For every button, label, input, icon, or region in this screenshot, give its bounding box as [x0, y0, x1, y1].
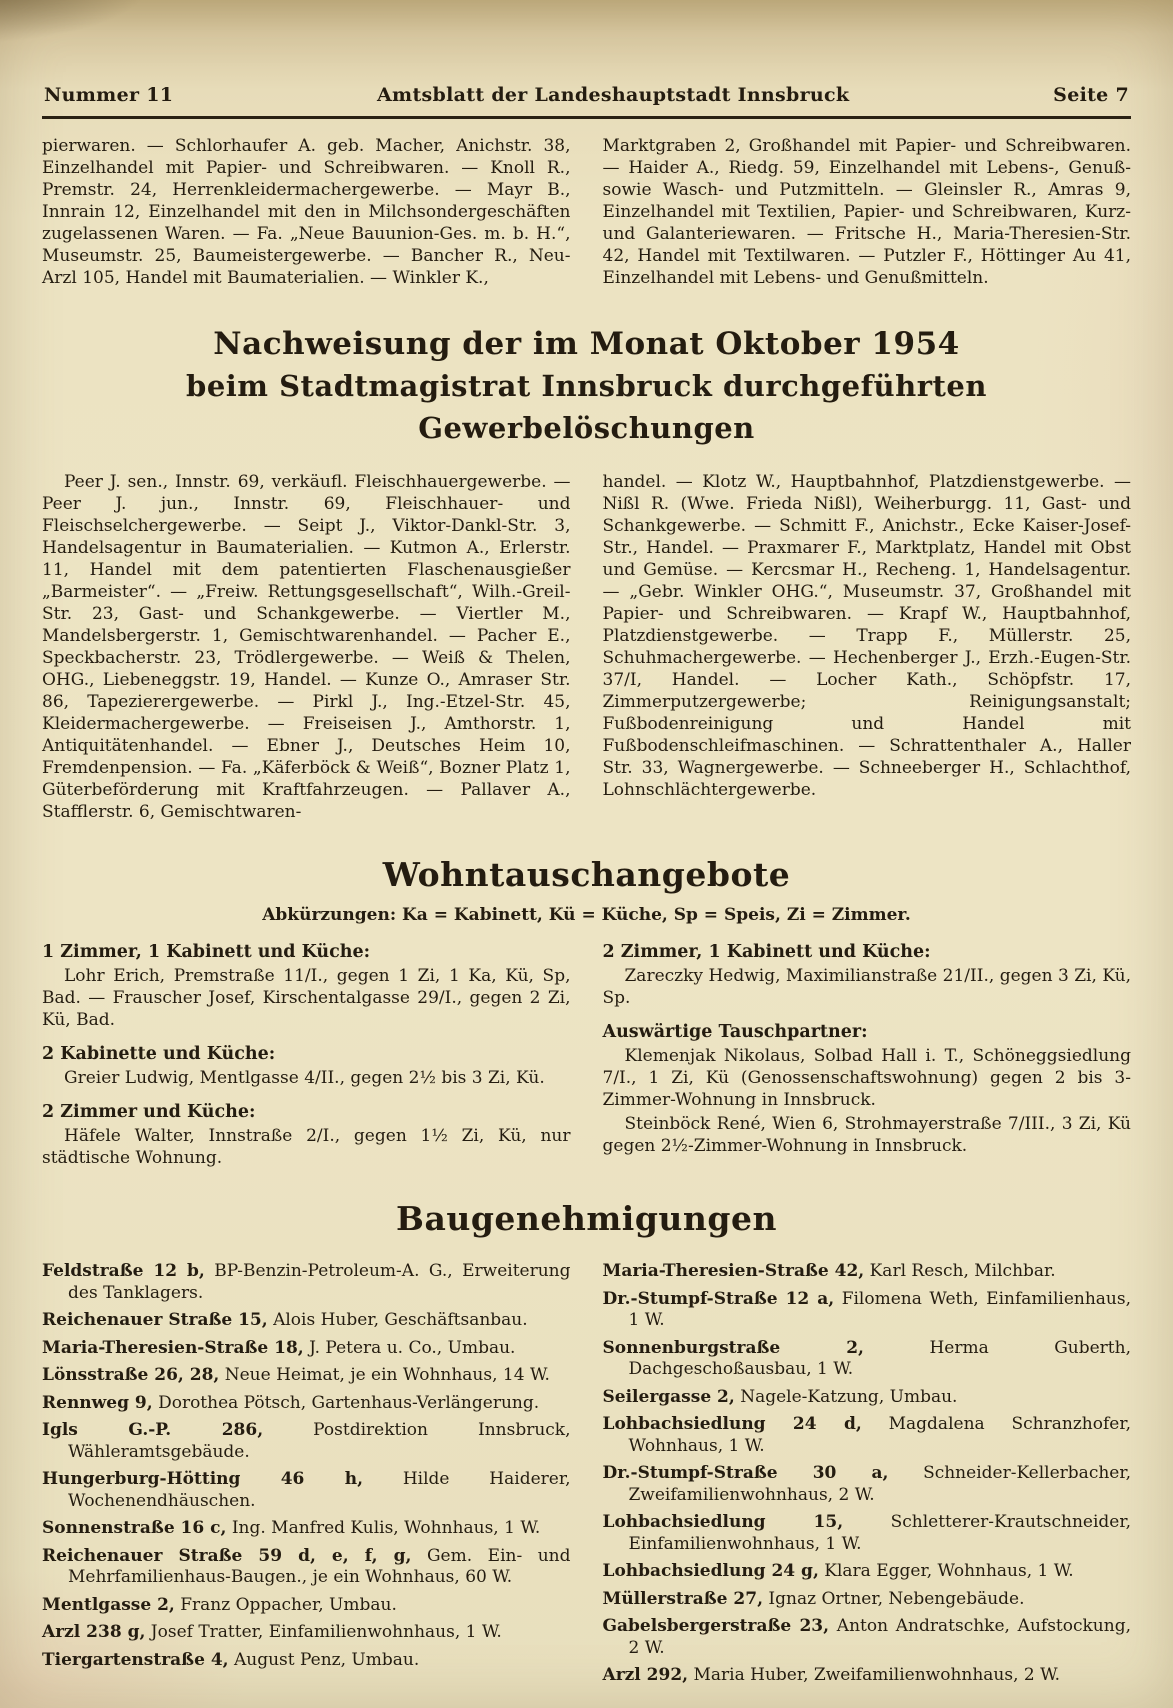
bauge-section: [42, 1261, 1131, 1693]
bauge-entry: Seilergasse 2, Nagele-Katzung, Umbau.: [602, 1386, 958, 1407]
bauge-entry: Igls G.-P. 286, Postdirektion Innsbruck, Wähleramtsgebäude.: [42, 1420, 571, 1462]
intro-section: [42, 135, 1131, 289]
bauge-entry: Feldstraße 12 b, BP-Benzin-Petroleum-A. G., Erweiterung des Tanklagers.: [42, 1261, 571, 1303]
masthead-title: Amtsblatt der Landeshauptstadt Innsbruck: [377, 84, 850, 106]
wohntausch-right-column: [603, 942, 1132, 1171]
wohntausch-offer: Lohr Erich, Premstraße 11/I., gegen 1 Zi, 1 Ka, Kü, Sp, Bad. — Frauscher Josef, Kirschentalgasse 29/I., gegen 2 Zi, Kü, Bad.: [42, 966, 571, 1030]
bauge-entry: Lönsstraße 26, 28, Neue Heimat, je ein Wohnhaus, 14 W.: [42, 1365, 550, 1385]
bauge-entry: Dr.-Stumpf-Straße 30 a, Schneider-Kellerbacher, Zweifamilienwohnhaus, 2 W.: [602, 1463, 1132, 1505]
bauge-entry: Reichenauer Straße 59 d, e, f, g, Gem. Ein- und Mehrfamilienhaus-Baugen., je ein Wohnhaus, 60 W.: [42, 1545, 571, 1587]
wohntausch-offer: Greier Ludwig, Mentlgasse 4/II., gegen 2½ bis 3 Zi, Kü.: [64, 1068, 545, 1088]
bauge-right-column: [603, 1261, 1132, 1693]
bauge-entry: Maria-Theresien-Straße 42, Karl Resch, Milchbar.: [602, 1261, 1056, 1281]
wohntausch-subheading: 2 Zimmer und Küche:: [42, 1102, 256, 1122]
bauge-entry: Tiergartenstraße 4, August Penz, Umbau.: [42, 1649, 420, 1670]
bauge-entry: Sonnenstraße 16 c, Ing. Manfred Kulis, Wohnhaus, 1 W.: [42, 1518, 541, 1538]
wohntausch-subheading: 1 Zimmer, 1 Kabinett und Küche:: [42, 942, 371, 962]
wohntausch-offer: Zareczky Hedwig, Maximilianstraße 21/II., gegen 3 Zi, Kü, Sp.: [602, 966, 1131, 1008]
intro-left-column: pierwaren. — Schlorhaufer A. geb. Macher, Anichstr. 38, Einzelhandel mit Papier- und Schreibwaren. — Knoll R., Premstr. 24, Herrenkleidermachergewerbe. — Mayr B., Innrain 12, Einzelhandel mit den in Milchsondergeschäften zugelassenen Waren. — Fa. „Neue Bauunion-Ges. m. b. H.“, Museumstr. 25, Baumeistergewerbe. — Bancher R., Neu-Arzl 105, Handel mit Baumaterialien. — Winkler K.,: [42, 136, 571, 288]
gewerbe-title-line2: beim Stadtmagistrat Innsbruck durchgeführten Gewerbelöschungen: [186, 369, 987, 445]
bauge-entry: Reichenauer Straße 15, Alois Huber, Geschäftsanbau.: [42, 1310, 528, 1330]
bauge-entry: Maria-Theresien-Straße 18, J. Petera u. Co., Umbau.: [42, 1337, 516, 1358]
bauge-entry: Arzl 238 g, Josef Tratter, Einfamilienwohnhaus, 1 W.: [42, 1622, 502, 1642]
wohntausch-subheading: Auswärtige Tauschpartner:: [602, 1022, 868, 1042]
wohntausch-offer: Steinböck René, Wien 6, Strohmayerstraße 7/III., 3 Zi, Kü gegen 2½-Zimmer-Wohnung in Innsbruck.: [602, 1114, 1131, 1156]
gewerbe-title-line1: Nachweisung der im Monat Oktober 1954: [213, 326, 960, 362]
bauge-entry: Dr.-Stumpf-Straße 12 a, Filomena Weth, Einfamilienhaus, 1 W.: [602, 1288, 1132, 1330]
wohntausch-abbreviations: Abkürzungen: Ka = Kabinett, Kü = Küche, Sp = Speis, Zi = Zimmer.: [262, 905, 911, 925]
page-number: Seite 7: [1053, 84, 1129, 106]
wohntausch-subheading: 2 Kabinette und Küche:: [42, 1044, 276, 1064]
wohntausch-section-title: Wohntauschangebote: [382, 855, 791, 894]
wohntausch-offer: Häfele Walter, Innstraße 2/I., gegen 1½ Zi, Kü, nur städtische Wohnung.: [42, 1126, 571, 1168]
bauge-entry: Müllerstraße 27, Ignaz Ortner, Nebengebäude.: [602, 1588, 1025, 1609]
bauge-entry: Mentlgasse 2, Franz Oppacher, Umbau.: [42, 1594, 397, 1615]
bauge-entry: Lohbachsiedlung 24 d, Magdalena Schranzhofer, Wohnhaus, 1 W.: [602, 1414, 1131, 1456]
issue-number: Nummer 11: [44, 84, 174, 106]
bauge-entry: Lohbachsiedlung 15, Schletterer-Krautschneider, Einfamilienwohnhaus, 1 W.: [602, 1512, 1131, 1554]
bauge-entry: Rennweg 9, Dorothea Pötsch, Gartenhaus-Verlängerung.: [42, 1392, 540, 1413]
gewerbe-right-column: handel. — Klotz W., Hauptbahnhof, Platzdienstgewerbe. — Nißl R. (Wwe. Frieda Nißl), Weiherburgg. 11, Gast- und Schankgewerbe. — Schmitt F., Anichstr., Ecke Kaiser-Josef-Str., Handel. — Praxmarer F., Marktplatz, Handel mit Obst und Gemüse. — Kercsmar H., Recheng. 1, Handelsagentur. — „Gebr. Winkler OHG.“, Museumstr. 37, Großhandel mit Papier- und Schreibwaren. — Krapf W., Hauptbahnhof, Platzdienstgewerbe. — Trapp F., Müllerstr. 25, Schuhmachergewerbe. — Hechenberger J., Erzh.-Eugen-Str. 37/I, Handel. — Locher Kath., Schöpfstr. 17, Zimmerputzergewerbe; Reinigungsanstalt; Fußbodenreinigung und Handel mit Fußbodenschleifmaschinen. — Schrattenthaler A., Haller Str. 33, Wagnergewerbe. — Schneeberger H., Schlachthof, Lohnschlächtergewerbe.: [602, 472, 1131, 800]
gewerbe-left-column: Peer J. sen., Innstr. 69, verkäufl. Fleischhauergewerbe. — Peer J. jun., Innstr. 69, Fleischhauer- und Fleischselchergewerbe. — Seipt J., Viktor-Dankl-Str. 3, Handelsagentur in Baumaterialien. — Kutmon A., Erlerstr. 11, Handel mit dem patentierten Flaschenausgießer „Barmeister“. — „Freiw. Rettungsgesellschaft“, Wilh.-Greil-Str. 23, Gast- und Schankgewerbe. — Viertler M., Mandelsbergerstr. 1, Gemischtwarenhandel. — Pacher E., Speckbacherstr. 23, Trödlergewerbe. — Weiß & Thelen, OHG., Liebeneggstr. 19, Handel. — Kunze O., Amraser Str. 86, Tapezierergewerbe. — Pirkl J., Ing.-Etzel-Str. 45, Kleidermachergewerbe. — Freiseisen J., Amthorstr. 1, Antiquitätenhandel. — Ebner J., Deutsches Heim 10, Fremdenpension. — Fa. „Käferböck & Weiß“, Bozner Platz 1, Güterbeförderung mit Kraftfahrzeugen. — Pallaver A., Stafflerstr. 6, Gemischtwaren-: [42, 472, 571, 822]
gewerbe-section: [42, 471, 1131, 823]
wohntausch-subheading: 2 Zimmer, 1 Kabinett und Küche:: [602, 942, 931, 962]
gewerbe-section-title: [42, 323, 1131, 449]
intro-right-column: Marktgraben 2, Großhandel mit Papier- und Schreibwaren. — Haider A., Riedg. 59, Einzelhandel mit Lebens-, Genuß- sowie Wasch- und Putzmitteln. — Gleinsler R., Amras 9, Einzelhandel mit Textilien, Papier- und Schreibwaren, Kurz- und Galanteriewaren. — Fritsche H., Maria-Theresien-Str. 42, Handel mit Textilwaren. — Putzler F., Höttinger Au 41, Einzelhandel mit Lebens- und Genußmitteln.: [602, 136, 1131, 288]
bauge-section-title: Baugenehmigungen: [396, 1199, 777, 1238]
bauge-entry: Gabelsbergerstraße 23, Anton Andratschke, Aufstockung, 2 W.: [602, 1616, 1131, 1658]
wohntausch-left-column: [42, 942, 571, 1171]
wohntausch-offer: Klemenjak Nikolaus, Solbad Hall i. T., Schöneggsiedlung 7/I., 1 Zi, Kü (Genossenschaftswohnung) gegen 2 bis 3-Zimmer-Wohnung in Innsbruck.: [602, 1046, 1131, 1110]
wohntausch-section: [42, 942, 1131, 1171]
bauge-entry: Arzl 292, Maria Huber, Zweifamilienwohnhaus, 2 W.: [602, 1665, 1061, 1685]
bauge-left-column: [42, 1261, 571, 1693]
bauge-entry: Sonnenburgstraße 2, Herma Guberth, Dachgeschoßausbau, 1 W.: [602, 1337, 1131, 1379]
bauge-entry: Hungerburg-Hötting 46 h, Hilde Haiderer, Wochenendhäuschen.: [42, 1469, 571, 1511]
page-header: [42, 84, 1131, 119]
bauge-entry: Lohbachsiedlung 24 g, Klara Egger, Wohnhaus, 1 W.: [602, 1561, 1074, 1581]
